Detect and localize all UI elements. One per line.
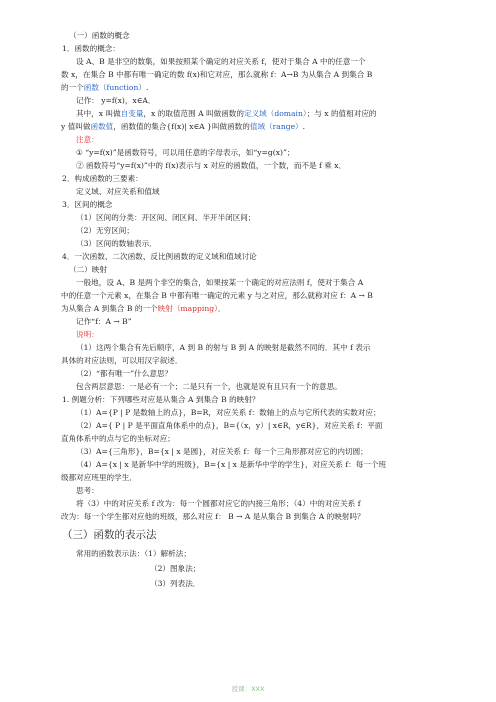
text: . xyxy=(302,122,306,131)
term-function-value: 函数值 xyxy=(90,122,114,131)
interval-item-2: （2）无穷区间； xyxy=(76,226,134,235)
example-2-cont: 直角体系中的点与它的坐标对应； xyxy=(61,434,175,443)
think-line-2: 改为：每一个学生都对应他的班级，那么对应 f： B → A 是从集合 B 到集合 A 的映射吗？ xyxy=(61,512,365,521)
mapping-line-3 xyxy=(61,304,225,314)
section-title-concept: （一）函数的概念 xyxy=(69,31,130,40)
page-footer: 授课：XXX xyxy=(231,685,265,693)
notation-line: 记作： y=f(x)，x∈A． xyxy=(76,96,156,105)
interval-item-1: （1）区间的分类：开区间、闭区间、半开半闭区间； xyxy=(76,213,256,222)
term-independent-variable: 自变量 xyxy=(120,109,144,118)
text: ，x 的取值范围 A 叫做函数的 xyxy=(143,109,244,118)
text: 其中，x 叫做 xyxy=(76,109,121,118)
definition-line-3 xyxy=(61,83,148,93)
mapping-line-1: 一般地，设 A、B 是两个非空的集合，如果按某一个确定的对应法则 f，使对于集合 A xyxy=(76,278,364,287)
heading-interval: 3．区间的概念 xyxy=(62,200,113,209)
three-elements-text: 定义域、对应关系和值域 xyxy=(76,187,160,196)
example-3: （3）A={三角形}，B={x | x 是圆}，对应关系 f：每一个三角形都对应它的内切圆； xyxy=(76,447,368,456)
think-label: 思考： xyxy=(76,486,99,495)
definition-line-1: 设 A、B 是非空的数集，如果按照某个确定的对应关系 f，使对于集合 A 中的任意一个 xyxy=(76,57,366,66)
example-4-cont: 级都对应班里的学生． xyxy=(61,473,137,482)
text: ，函数值的集合{f(x)| x∈A }叫做函数的 xyxy=(113,122,250,131)
variable-line xyxy=(76,109,377,119)
note-item-2: ② 函数符号“y=f(x)”中的 f(x)表示与 x 对应的函数值，一个数，而不是 f 乘 x． xyxy=(76,161,347,170)
note-label: 注意： xyxy=(76,135,99,144)
definition-line-2: 数 x，在集合 B 中都有唯一确定的数 f(x)和它对应，那么就称 f：A→B 为从集合 A 到集合 B xyxy=(61,70,373,79)
heading-function-concept: 1．函数的概念： xyxy=(62,44,120,53)
term-domain: 定义域（domain） xyxy=(244,109,307,118)
example-4: （4）A={x | x 是新华中学的班级}，B={x | x 是新华中学的学生}，对应关系 f：每一个班 xyxy=(76,460,387,469)
mapping-line-2: 中的任意一个元素 x，在集合 B 中都有唯一确定的元素 y 与之对应，那么就称对应 f：A → B xyxy=(61,291,373,300)
section-title-mapping: （二）映射 xyxy=(69,265,107,274)
explain-item-2-cont: 包含两层意思：一是必有一个；二是只有一个，也就是说有且只有一个的意思。 xyxy=(76,382,342,391)
representation-line-2: （2）图象法； xyxy=(150,564,201,573)
example-1: （1）A={P | P 是数轴上的点}，B=R，对应关系 f：数轴上的点与它所代表的实数对应； xyxy=(76,408,381,417)
explain-item-1-cont: 具体的对应法则，可以用汉字叙述． xyxy=(61,356,183,365)
text: y 值叫做 xyxy=(61,122,91,131)
text: ；与 x 的值相对应的 xyxy=(306,109,377,118)
text: 的一个 xyxy=(61,83,84,92)
explain-label: 说明： xyxy=(76,330,99,339)
term-mapping: 映射（mapping） xyxy=(157,304,218,313)
example-2: （2）A={ P | P 是平面直角体系中的点}，B={（x，y）| x∈R，y∈R}，对应关系 f：平面 xyxy=(76,421,383,430)
section-title-representation: （三）函数的表示法 xyxy=(62,529,157,541)
mapping-notation: 记作“f：A → B” xyxy=(76,317,132,326)
text: 为从集合 A 到集合 B 的一个 xyxy=(61,304,158,313)
note-item-1: ① “y=f(x)”是函数符号，可以用任意的字母表示，如“y=g(x)”； xyxy=(76,148,295,157)
example-heading: 1. 例题分析：下列哪些对应是从集合 A 到集合 B 的映射？ xyxy=(62,395,260,404)
text: . xyxy=(145,83,149,92)
term-function: 函数（function） xyxy=(83,83,146,92)
heading-item-4: 4．一次函数、二次函数、反比例函数的定义域和值域讨论 xyxy=(62,252,257,261)
think-line-1: 将（3）中的对应关系 f 改为：每一个圆都对应它的内接三角形；（4）中的对应关系 f xyxy=(76,499,361,508)
heading-three-elements: 2．构成函数的三要素： xyxy=(62,174,143,183)
text: ． xyxy=(217,304,226,313)
term-range: 值域（range） xyxy=(249,122,303,131)
interval-item-3: （3）区间的数轴表示． xyxy=(76,239,157,248)
explain-item-1: （1）这两个集合有先后顺序，A 到 B 的射与 B 到 A 的映射是截然不同的．其中 f 表示 xyxy=(76,343,371,352)
representation-line-1: 常用的函数表示法：（1）解析法； xyxy=(76,549,191,558)
explain-item-2: （2）“都有唯一”什么意思？ xyxy=(76,369,173,378)
range-line xyxy=(61,122,305,132)
representation-line-3: （3）列表法． xyxy=(150,579,201,588)
